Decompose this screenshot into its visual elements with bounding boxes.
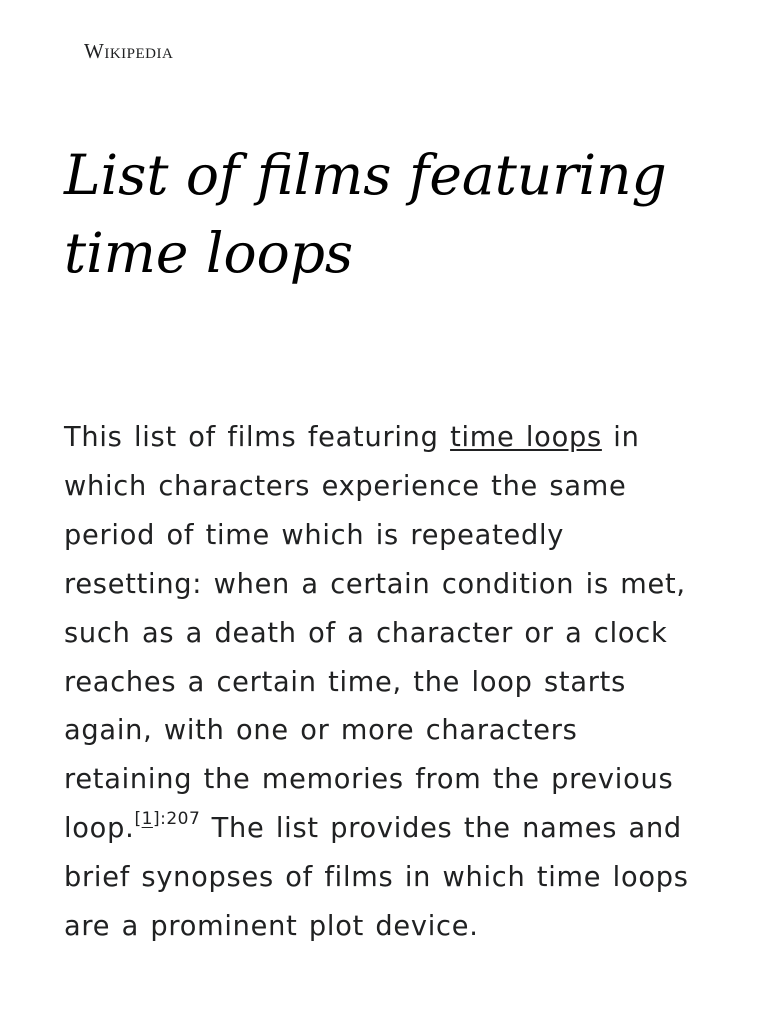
- reference-link-1[interactable]: 1: [141, 809, 153, 830]
- wikipedia-wordmark[interactable]: Wikipedia: [84, 39, 174, 63]
- lead-text-2: in which characters experience the same period of time which is repeatedly resetting: when a certain condition is met, such as a death of a character or a clock reaches a certain time, the loop starts again, with one or more characters retaining the memories from the previous loop.: [64, 422, 686, 845]
- time-loops-link[interactable]: time loops: [450, 422, 602, 453]
- site-header: [84, 38, 173, 68]
- ref-bracket-close: ]: [152, 809, 161, 830]
- lead-text-3: The list provides the names and brief synopses of films in which time loops are a prominent plot device.: [64, 813, 689, 943]
- page-title: List of films featuring time loops: [64, 143, 667, 285]
- ref-bracket-open: [: [134, 809, 142, 830]
- lead-text-1: This list of films featuring: [64, 422, 451, 453]
- lead-paragraph: [64, 414, 712, 952]
- ref-page-number: :207: [160, 809, 201, 830]
- reference-citation: [134, 809, 200, 829]
